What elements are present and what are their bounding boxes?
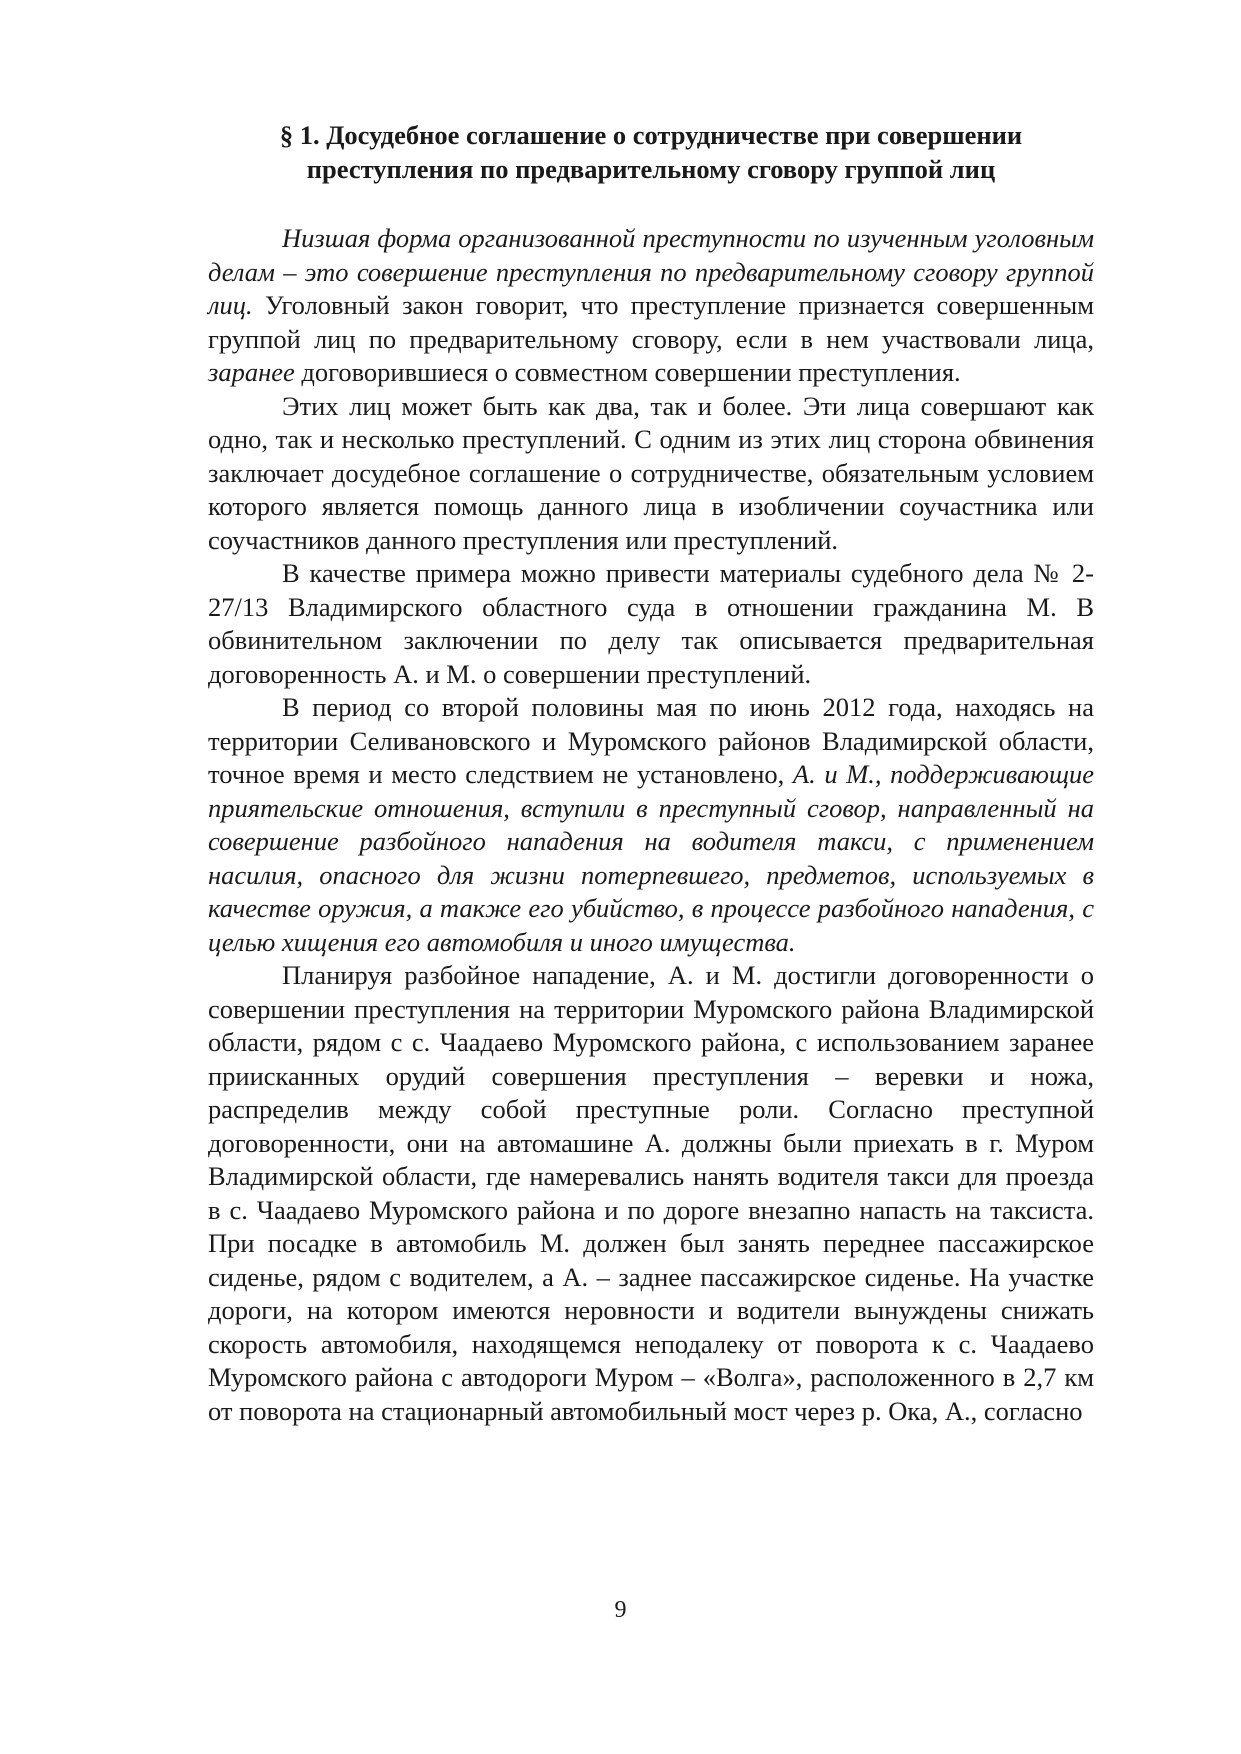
paragraph-1-text: Уголовный закон говорит, что преступление признается совершенным группой лиц по предварительному сговору, если в нем участвовали лица,: [208, 290, 1094, 354]
paragraph-1-italic-lead: Низшая форма организованной преступности по изученным уголовным делам – это совершение преступления по предварительному сговору группой лиц.: [208, 223, 1094, 320]
paragraph-4: [208, 691, 1094, 959]
heading-line-2: преступления по предварительному сговору группой лиц: [306, 154, 996, 184]
paragraph-4-text: В период со второй половины мая по июнь 2012 года, находясь на территории Селивановского и Муромского районов Владимирской области, точное время и место следствием не установлено,: [208, 692, 1094, 789]
page-number: 9: [614, 1597, 627, 1623]
heading-line-1: § 1. Досудебное соглашение о сотрудничестве при совершении: [279, 120, 1023, 150]
paragraph-2-text: Этих лиц может быть как два, так и более. Эти лица совершают как одно, так и несколько преступлений. С одним из этих лиц сторона обвинения заключает досудебное соглашение о сотрудничестве, обязательным условием которого является помощь данного лица в изобличении соучастника или соучастников данного преступления или преступлений.: [208, 390, 1094, 555]
paragraph-4-italic-tail: А. и М., поддерживающие приятельские отношения, вступили в преступный сговор, направленный на совершение разбойного нападения на водителя такси, с применением насилия, опасного для жизни потерпевшего, предметов, используемых в качестве оружия, а также его убийство, в процессе разбойного нападения, с целью хищения его автомобиля и иного имущества.: [208, 759, 1094, 957]
paragraph-3-text: В качестве примера можно привести материалы судебного дела № 2-27/13 Владимирского областного суда в отношении гражданина М. В обвинительном заключении по делу так описывается предварительная договоренность А. и М. о совершении преступлений.: [208, 558, 1094, 689]
document-page: [208, 118, 1094, 1428]
paragraph-5-text: Планируя разбойное нападение, А. и М. достигли договоренности о совершении преступления на территории Муромского района Владимирской области, рядом с с. Чаадаево Муромского района, с использованием заранее приисканных орудий совершения преступления – веревки и ножа, распределив между собой преступные роли. Согласно преступной договоренности, они на автомашине А. должны были приехать в г. Муром Владимирской области, где намеревались нанять водителя такси для проезда в с. Чаадаево Муромского района и по дороге внезапно напасть на таксиста. При посадке в автомобиль М. должен был занять переднее пассажирское сиденье, рядом с водителем, а А. – заднее пассажирское сиденье. На участке дороги, на котором имеются неровности и водители вынуждены снижать скорость автомобиля, находящемся неподалеку от поворота к с. Чаадаево Муромского района с автодороги Муром – «Волга», расположенного в 2,7 км от поворота на стационарный автомобильный мост через р. Ока, А., согласно: [208, 960, 1094, 1426]
paragraph-1-tail: договорившиеся о совместном совершении преступления.: [294, 357, 961, 387]
paragraph-2: [208, 390, 1094, 558]
section-heading: [208, 118, 1094, 186]
paragraph-3: [208, 557, 1094, 691]
paragraph-1-italic-word: заранее: [208, 357, 295, 387]
paragraph-1: [208, 222, 1094, 390]
paragraph-5: [208, 959, 1094, 1428]
